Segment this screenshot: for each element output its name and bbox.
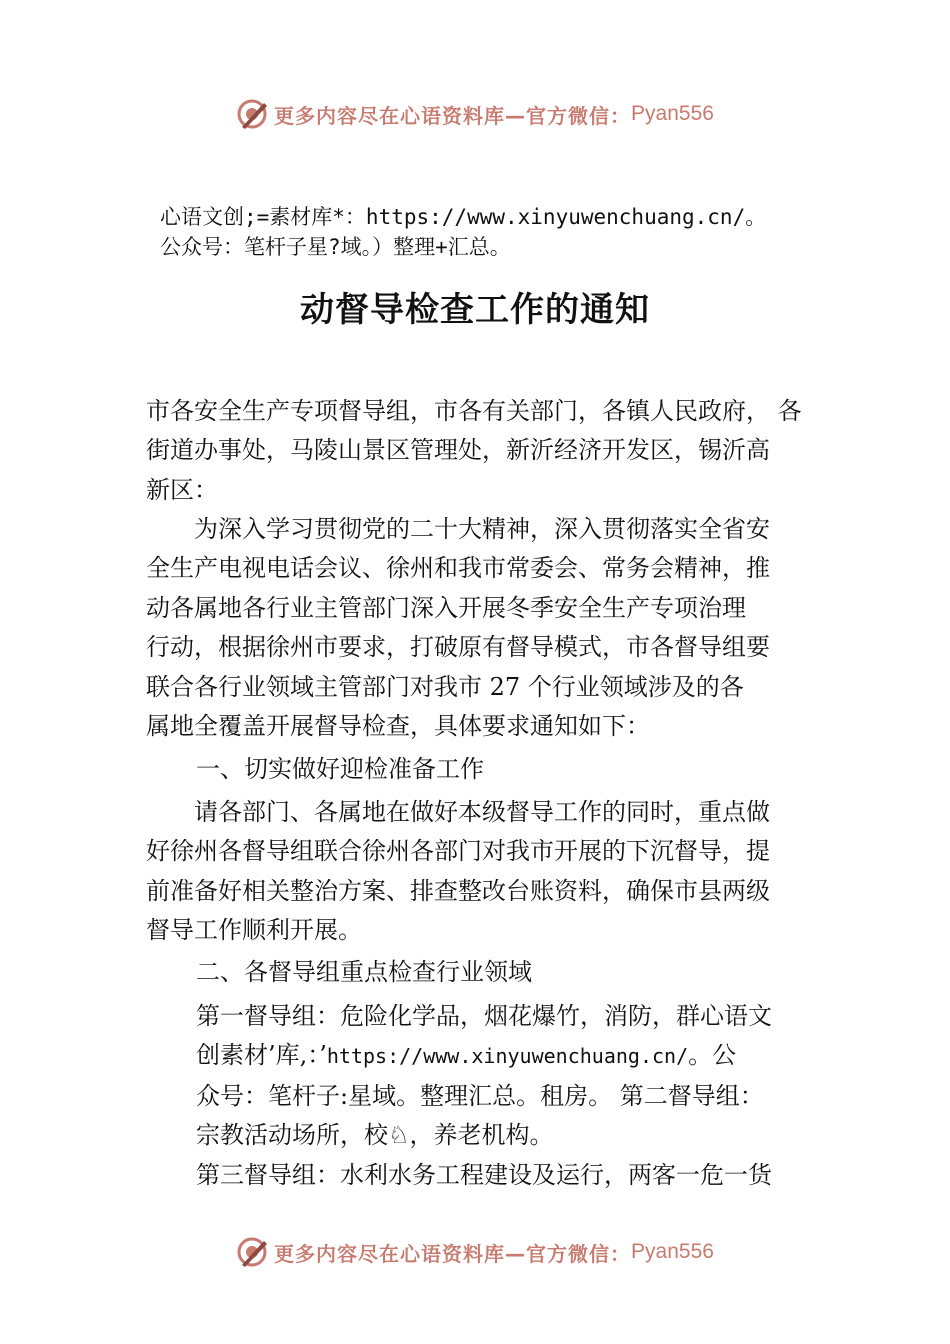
section-1-line: 督导工作顺利开展。 [146, 916, 362, 945]
group-1-block [196, 997, 816, 1195]
intro-line: 行动，根据徐州市要求，打破原有督导模式，市各督导组要 [146, 633, 770, 662]
group-1-url: https://www.xinyuwenchuang.cn/ [326, 1044, 689, 1069]
section-1-paragraph [146, 793, 818, 951]
group-2-line: 宗教活动场所，校♘，养老机构。 [196, 1121, 554, 1150]
addressee-line: 街道办事处，马陵山景区管理处，新沂经济开发区，锡沂高 [146, 436, 770, 465]
section-1-line: 请各部门、各属地在做好本级督导工作的同时，重点做 [194, 798, 770, 826]
addressee-line: 市各安全生产专项督导组，市各有关部门，各镇人民政府， 各 [146, 397, 802, 425]
watermark-handle: Pyan556 [631, 1240, 714, 1263]
group-1-line [196, 1036, 816, 1076]
intro-paragraph [146, 510, 818, 746]
intro-line: 联合各行业领域主管部门对我市 27 个行业领域涉及的各 [146, 672, 744, 701]
intro-line: 动各属地各行业主管部门深入开展冬季安全生产专项治理 [146, 593, 746, 622]
intro-line: 为深入学习贯彻党的二十大精神，深入贯彻落实全省安 [194, 515, 770, 543]
intro-line: 属地全覆盖开展督导检查，具体要求通知如下： [146, 712, 650, 741]
watermark-text: 更多内容尽在心语资料库—官方微信： [274, 103, 632, 128]
pen-logo-icon [236, 97, 270, 131]
source-note-line-2: 公众号：笔杆子星?域。）整理+汇总。 [160, 235, 511, 259]
section-1-line: 前准备好相关整治方案、排查整改台账资料，确保市县两级 [146, 876, 770, 905]
addressee-line: 新区： [146, 475, 218, 504]
group-3-line: 第三督导组：水利水务工程建设及运行，两客一危一货 [196, 1160, 772, 1189]
watermark-text: 更多内容尽在心语资料库—官方微信： [274, 1241, 632, 1266]
header-watermark-banner [0, 94, 950, 134]
group-1-line: 众号：笔杆子:星域。整理汇总。租房。 第二督导组： [196, 1081, 764, 1110]
watermark-handle: Pyan556 [631, 102, 714, 125]
addressee-paragraph [146, 392, 818, 510]
document-title: 动督导检查工作的通知 [300, 290, 650, 330]
pen-logo-icon [236, 1235, 270, 1269]
section-1-heading: 一、切实做好迎检准备工作 [196, 755, 484, 783]
group-1-text: 创素材’库,：’ [196, 1041, 327, 1070]
footer-watermark-banner [0, 1232, 950, 1272]
group-1-line: 第一督导组：危险化学品，烟花爆竹，消防，群心语文 [196, 1002, 772, 1030]
intro-line: 全生产电视电话会议、徐州和我市常委会、常务会精神，推 [146, 554, 770, 583]
section-1-line: 好徐州各督导组联合徐州各部门对我市开展的下沉督导，提 [146, 837, 770, 866]
source-note-line-1: 心语文创;=素材库*：https://www.xinyuwenchuang.cn/。 [160, 205, 767, 229]
group-1-text: 。公 [688, 1041, 737, 1070]
section-2-heading: 二、各督导组重点检查行业领域 [196, 958, 532, 986]
